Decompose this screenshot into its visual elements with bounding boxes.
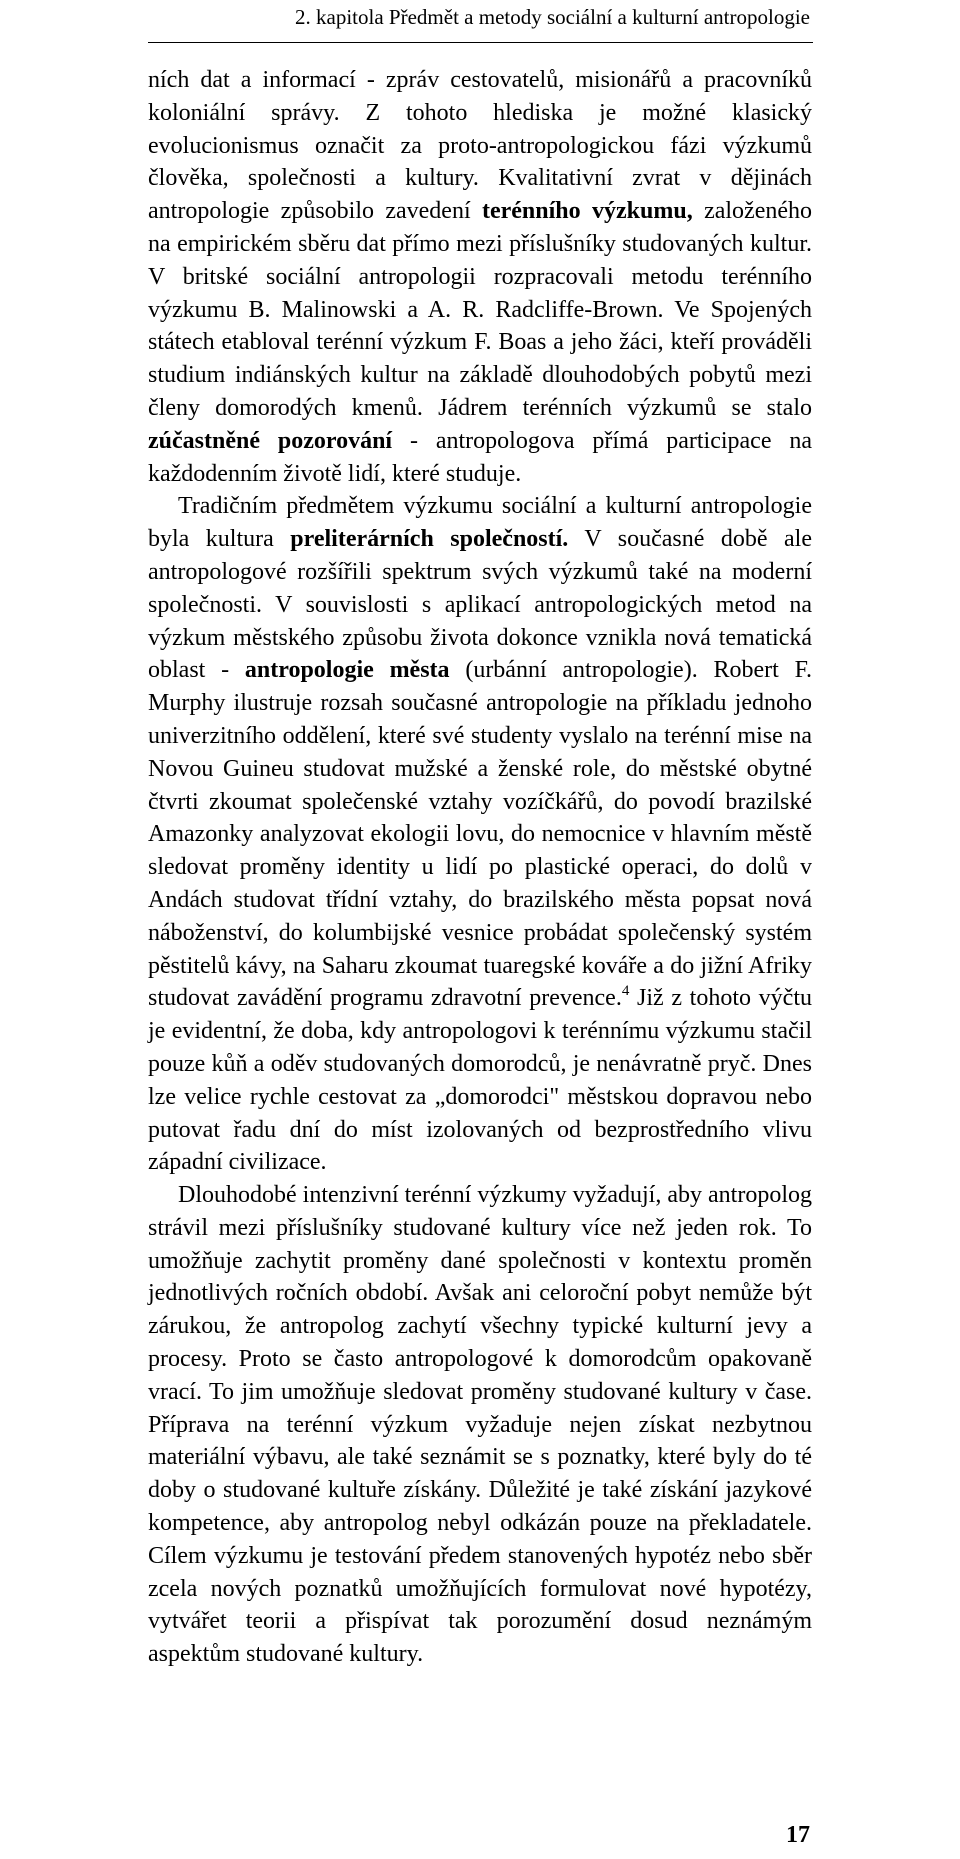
footnote-ref: 4 [621,983,630,1000]
body-text [148,64,812,1671]
paragraph-3 [148,1179,812,1671]
page-number: 17 [786,1822,810,1848]
paragraph-2 [148,490,812,1179]
text-run: ních dat a informací - zpráv cestovatelů, misionářů a pracovníků koloniální správy. Z tohoto hlediska je možné klasický evolucionismus označit za proto-antropologickou fázi výzkumů člověka, společnosti a kultury. Kvalitativní zvrat v dějinách antropologie způsobilo zavedení [148,67,812,225]
running-header: 2. kapitola Předmět a metody sociální a kulturní antropologie [295,5,810,29]
bold-term: zúčastněné pozorování [148,427,393,454]
header-rule [148,42,813,43]
text-run: Tradičním předmětem výzkumu sociální a kulturní antropologie byla kultura [148,493,812,553]
text-run: Dlouhodobé intenzivní terénní výzkumy vyžadují, aby antropolog strávil mezi příslušníky studované kultury více než jeden rok. To umožňuje zachytit proměny dané společnosti v kontextu proměn jednotlivých ročních období. Avšak ani celoroční pobyt nemůže být zárukou, že antropolog zachytí všechny typické kulturní jevy a procesy. Proto se často antropologové k domorodcům opakovaně vrací. To jim umožňuje sledovat proměny studované kultury v čase. Příprava na terénní výzkum vyžaduje nejen získat nezbytnou materiální výbavu, ale také seznámit se s poznatky, které byly do té doby o studované kultuře získány. Důležité je také získání jazykové kompetence, aby antropolog nebyl odkázán pouze na překladatele. Cílem výzkumu je testování předem stanovených hypotéz nebo sběr zcela nových poznatků umožňujících formulovat nové hypotézy, vytvářet teorii a přispívat tak porozumění dosud neznámým aspektům studované kultury. [148,1182,812,1668]
text-run: - antropologova přímá participace na každodenním životě lidí, které studuje. [148,427,813,487]
text-run: V současné době ale antropologové rozšířili spektrum svých výzkumů také na moderní společnosti. V souvislosti s aplikací antropologických metod na výzkum městského způsobu života dokonce vznikla nová tematická oblast - [148,526,812,684]
text-run: založeného na empirickém sběru dat přímo mezi příslušníky studovaných kultur. V britské sociální antropologii rozpracovali metodu terénního výzkumu B. Malinowski a A. R. Radcliffe-Brown. Ve Spojených státech etabloval terénní výzkum F. Boas a jeho žáci, kteří prováděli studium indiánských kultur na základě dlouhodobých pobytů mezi členy domorodých kmenů. Jádrem terénních výzkumů se stalo [148,198,812,421]
bold-term: antropologie města [244,657,450,684]
text-run: (urbánní antropologie). Robert F. Murphy ilustruje rozsah současné antropologie na příkladu jednoho univerzitního oddělení, které své studenty vyslalo na terénní mise na Novou Guineu studovat mužské a ženské role, do městské obytné čtvrti zkoumat společenské vztahy vozíčkářů, do povodí brazilské Amazonky analyzovat ekologii lovu, do nemocnice v hlavním městě sledovat proměny identity u lidí po plastické operaci, do dolů v Andách studovat třídní vztahy, do brazilského města popsat nová náboženství, do kolumbijské vesnice probádat společenský systém pěstitelů kávy, na Saharu zkoumat tuaregské kováře a do jižní Afriky studovat zavádění programu zdravotní prevence. [148,657,813,1012]
bold-term: preliterárních společností. [290,526,569,553]
paragraph-1 [148,64,812,490]
text-run: Již z tohoto výčtu je evidentní, že doba, kdy antropologovi k terénnímu výzkumu stačil pouze kůň a oděv studovaných domorodců, je nenávratně pryč. Dnes lze velice rychle cestovat za „domorodci" městskou dopravou nebo putovat řadu dní do míst izolovaných od bezprostředního vlivu západní civilizace. [148,985,812,1176]
bold-term: terénního výzkumu, [481,198,693,225]
